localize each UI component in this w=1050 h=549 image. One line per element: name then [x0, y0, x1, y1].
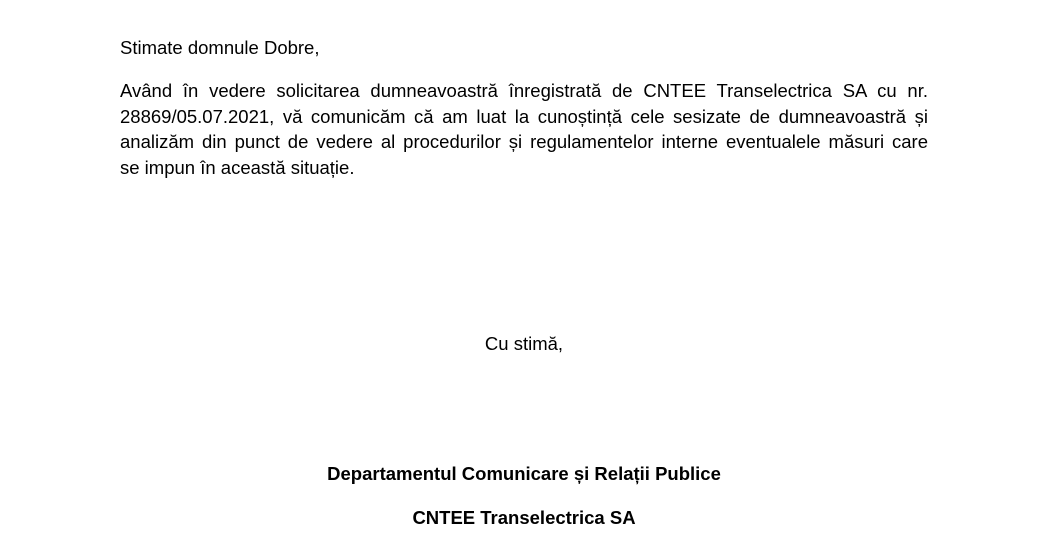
letter-body-line: Având în vedere solicitarea dumneavoastră înregistrată de CNTEE Transelectrica SA cu nr.	[120, 80, 928, 101]
letter-body-line: se impun în această situație.	[120, 157, 355, 179]
letter-body-line: analizăm din punct de vedere al procedurilor și regulamentelor interne eventualele măsuri care	[120, 131, 928, 153]
letter-greeting: Stimate domnule Dobre,	[120, 37, 320, 58]
letter-body-line: 28869/05.07.2021, vă comunicăm că am luat la cunoștință cele sesizate de dumneavoastră și	[120, 105, 928, 127]
signature-company: CNTEE Transelectrica SA	[412, 507, 636, 528]
signature-department: Departamentul Comunicare și Relații Publice	[327, 463, 721, 484]
letter-body	[120, 78, 928, 181]
letter-closing: Cu stimă,	[484, 333, 564, 354]
